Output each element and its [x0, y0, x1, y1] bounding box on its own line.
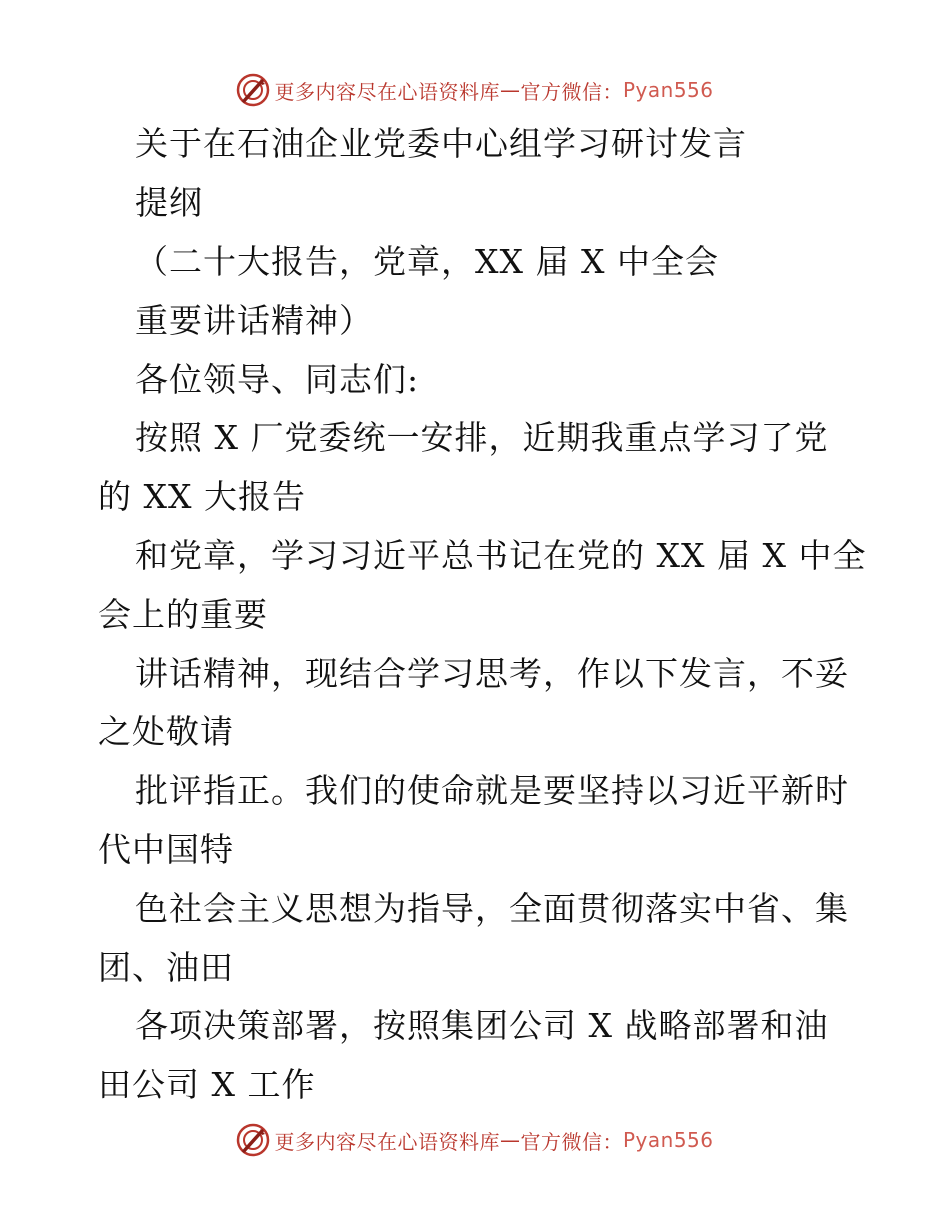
wechat-label: 官方微信：: [520, 79, 623, 104]
document-title-line-1: 关于在石油企业党委中心组学习研讨发言: [135, 124, 747, 163]
paragraph-line: 讲话精神，现结合学习思考，作以下发言，不妥: [135, 654, 849, 693]
footer-watermark: [0, 1120, 950, 1160]
wechat-id: Pyan556: [622, 1128, 714, 1152]
paragraph-line: 田公司 X 工作: [98, 1065, 316, 1104]
paragraph-line: 会上的重要: [98, 595, 268, 634]
brand-logo-icon: [236, 1123, 270, 1157]
paragraph-line: 各项决策部署，按照集团公司 X 战略部署和油: [135, 1006, 829, 1045]
document-subtitle-line-2: 重要讲话精神）: [135, 301, 373, 340]
paragraph-line: 之处敬请: [98, 712, 234, 751]
header-watermark: [0, 70, 950, 110]
brand-separator: —: [499, 1128, 521, 1152]
paragraph-line: 批评指正。我们的使命就是要坚持以习近平新时: [135, 771, 849, 810]
paragraph-line: 的 XX 大报告: [98, 477, 306, 516]
brand-text: 更多内容尽在心语资料库: [274, 1129, 500, 1154]
paragraph-line: 按照 X 厂党委统一安排，近期我重点学习了党: [135, 418, 829, 457]
paragraph-line: 和党章，学习习近平总书记在党的 XX 届 X 中全: [135, 536, 867, 575]
brand-text: 更多内容尽在心语资料库: [274, 79, 500, 104]
document-subtitle-line-1: （二十大报告，党章，XX 届 X 中全会: [135, 242, 719, 281]
paragraph-line: 色社会主义思想为指导，全面贯彻落实中省、集: [135, 889, 849, 928]
wechat-id: Pyan556: [622, 78, 714, 102]
paragraph-line: 代中国特: [98, 830, 234, 869]
wechat-label: 官方微信：: [520, 1129, 623, 1154]
brand-logo-icon: [236, 73, 270, 107]
salutation: 各位领导、同志们:: [135, 360, 420, 399]
document-title-line-2: 提纲: [135, 183, 203, 222]
paragraph-line: 团、油田: [98, 948, 234, 987]
brand-separator: —: [499, 78, 521, 102]
